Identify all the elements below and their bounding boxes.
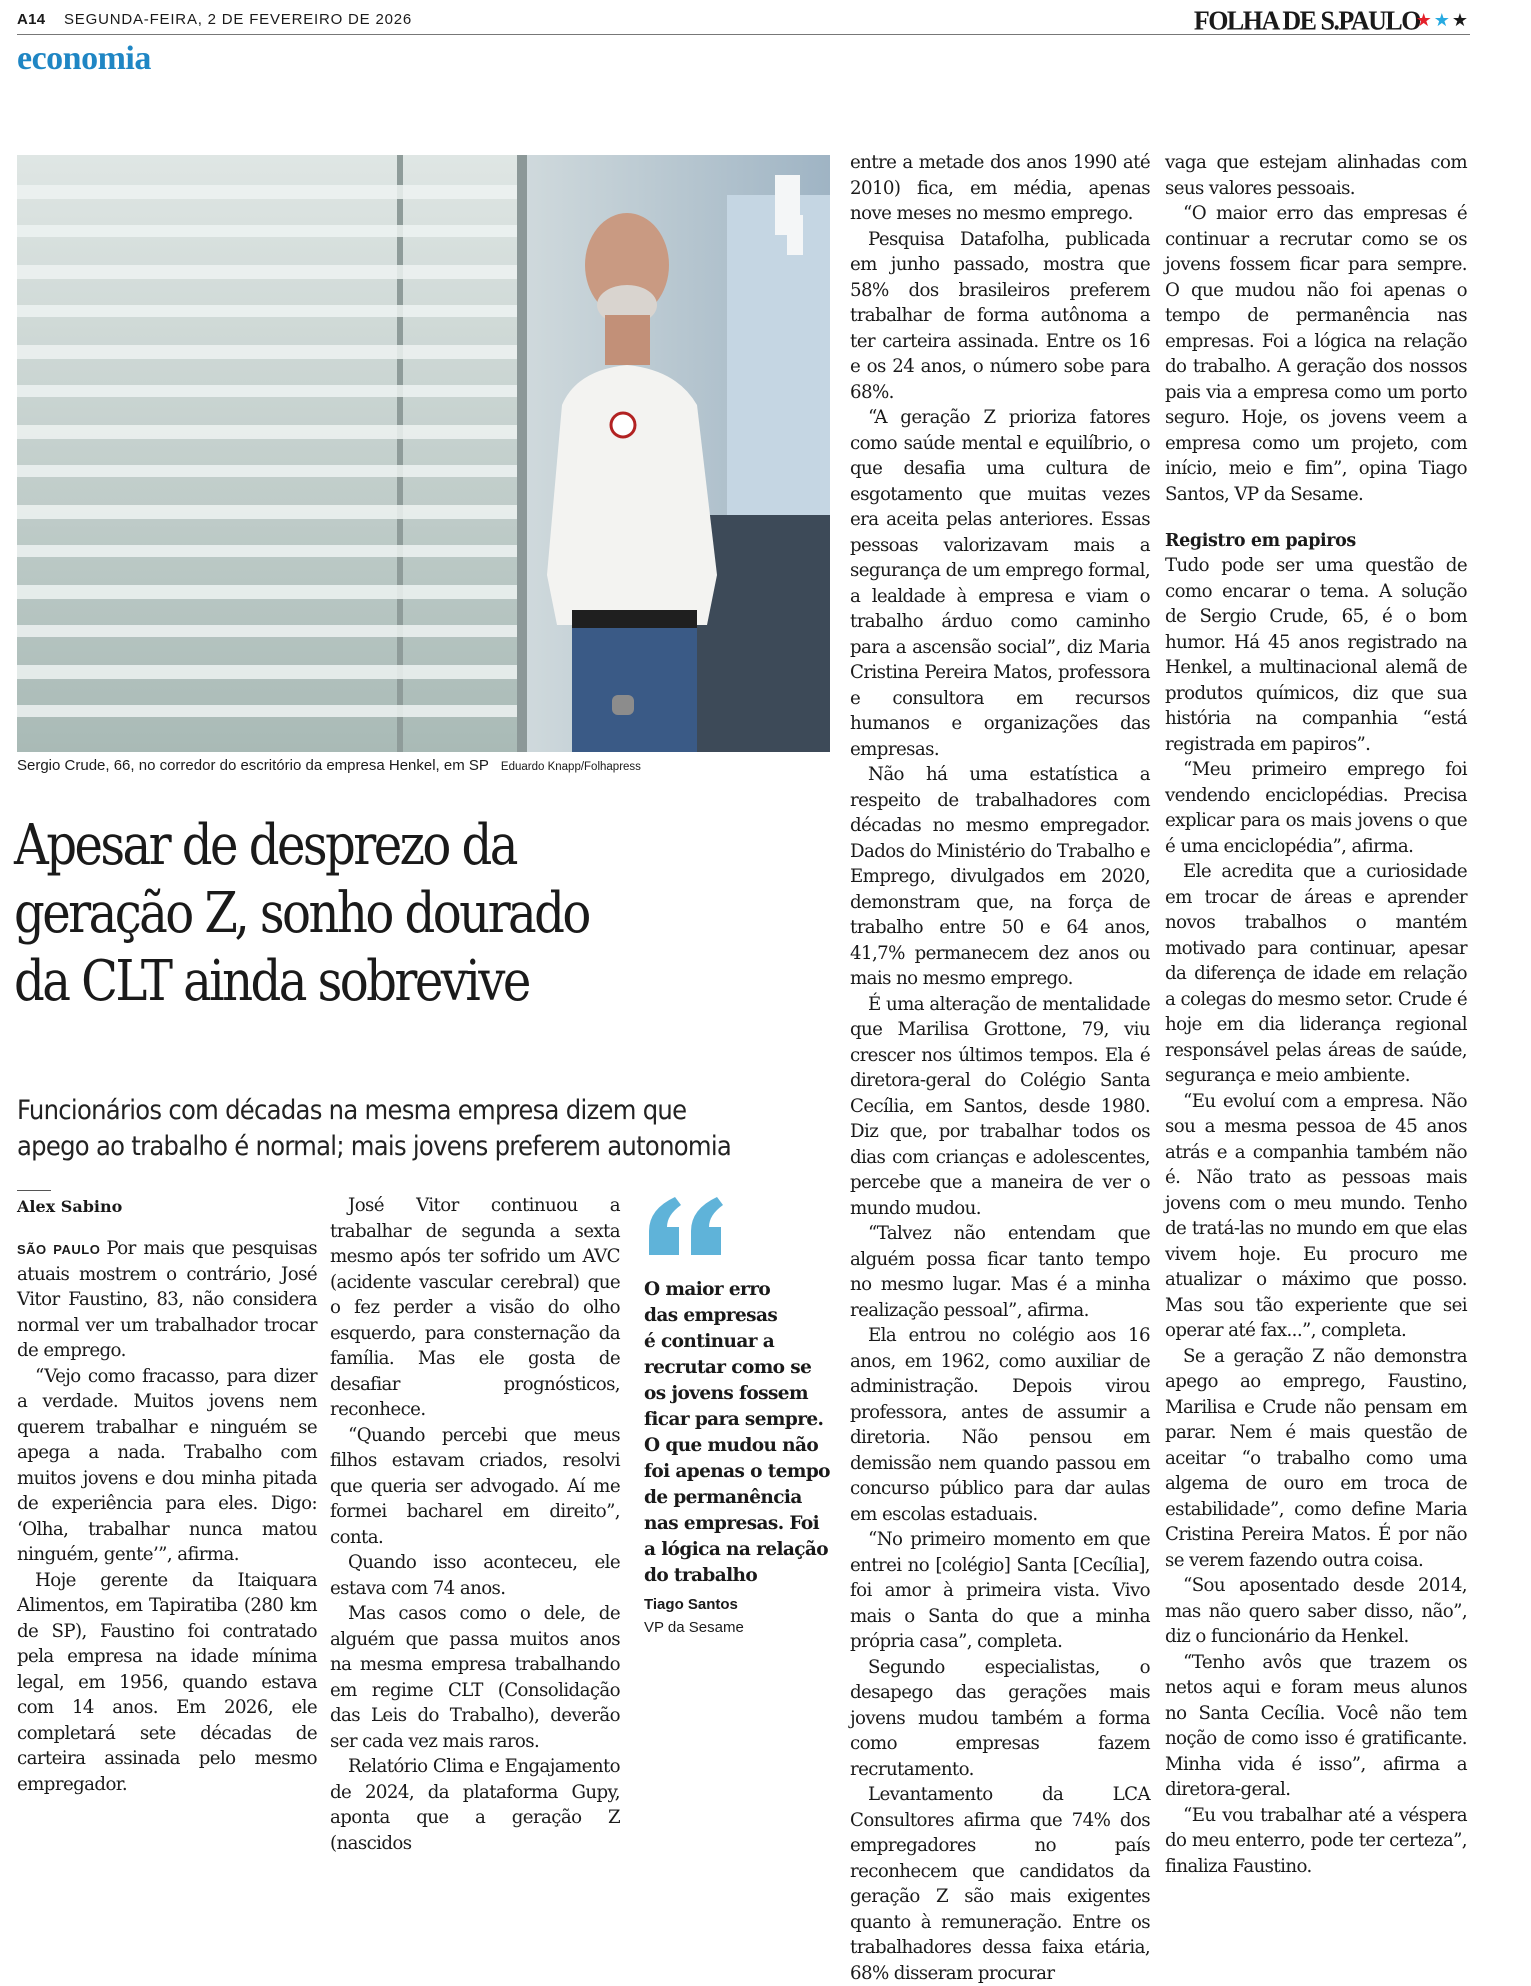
paragraph: vaga que estejam alinhadas com seus valores pessoais. [1165,152,1467,199]
paragraph: SÃO PAULO Por mais que pesquisas atuais mostrem o contrário, José Vitor Faustino, 83, não considera normal ver um trabalhador trocar de emprego. [17,1238,317,1361]
paragraph: Mas casos como o dele, de alguém que passa muitos anos na mesma empresa trabalhando em regime CLT (Consolidação das Leis do Trabalho), deverão ser cada vez mais raros. [330,1603,620,1752]
subheadline-line: apego ao trabalho é normal; mais jovens preferem autonomia [17,1131,732,1162]
pull-quote-role: VP da Sesame [644,1619,744,1636]
paragraph: “Sou aposentado desde 2014, mas não quero saber disso, não”, diz o funcionário da Henkel. [1165,1575,1467,1647]
star-icon: ★ [1433,10,1452,30]
article-column-3 [850,150,1150,1986]
subheadline-line: Funcionários com décadas na mesma empresa dizem que [17,1095,687,1126]
pull-quote-text: O maior erro das empresas é continuar a recrutar como se os jovens fossem ficar para sempre. O que mudou não foi apenas o tempo de permanência nas empresas. Foi a lógica na relação do trabalho [644,1279,830,1586]
paragraph: Ele acredita que a curiosidade em trocar de áreas e aprender novos trabalhos o mantém motivado para continuar, apesar da diferença de idade em relação a colegas do mesmo setor. Crude é hoje em dia liderança regional responsável pelas áreas de saúde, segurança e meio ambiente. [1165,861,1467,1086]
article-photo [17,155,830,752]
paragraph: Hoje gerente da Itaiquara Alimentos, em Tapiratiba (280 km de SP), Faustino foi contratado pela empresa na idade mínima legal, em 1956, quando estava com 14 anos. Em 2026, ele completará sete décadas de carteira assinada pelo mesmo empregador. [17,1569,317,1795]
article-column-4 [1165,150,1467,1879]
masthead-stars [1416,10,1470,31]
paragraph: Pesquisa Datafolha, publicada em junho passado, mostra que 58% dos brasileiros preferem trabalhar de forma autônoma a ter carteira assinada. Entre os 16 e os 24 anos, o número sobe para 68%. [850,228,1150,403]
photo-credit: Eduardo Knapp/Folhapress [500,761,641,773]
paragraph: Levantamento da LCA Consultores afirma que 74% dos empregadores no país reconhecem que candidatos da geração Z são mais exigentes quanto à remuneração. Entre os trabalhadores dessa faixa etária, 68% disseram procurar [850,1784,1150,1984]
paragraph: “Meu primeiro emprego foi vendendo enciclopédias. Precisa explicar para os mais jovens o que é uma enciclopédia”, afirma. [1165,759,1467,857]
page-date: SEGUNDA-FEIRA, 2 DE FEVEREIRO DE 2026 [64,11,413,28]
page-number: A14 [17,11,46,28]
paragraph: Ela entrou no colégio aos 16 anos, em 1962, como auxiliar de administração. Depois virou professora, antes de assumir a diretoria. Não pensou em demissão nem quando passou em concurso público para dar aulas em escolas estaduais. [850,1325,1150,1525]
article-column-1 [17,1236,317,1797]
paragraph: José Vitor continuou a trabalhar de segunda a sexta mesmo após ter sofrido um AVC (acidente vascular cerebral) que o fez perder a visão do olho esquerdo, para consternação da família. Mas ele gosta de desafiar prognósticos, reconhece. [330,1195,620,1420]
paragraph: “Eu evoluí com a empresa. Não sou a mesma pessoa de 45 anos atrás e a companhia também não é. Não trato as pessoas mais jovens com o meu mundo. Tenho de tratá-las no mundo em que elas vivem hoje. Eu procuro me atualizar o máximo que posso. Mas sou tão experiente que sei operar até fax...”, completa. [1165,1090,1467,1341]
paragraph: Tudo pode ser uma questão de como encarar o tema. A solução de Sergio Crude, 65, é o bom humor. Há 45 anos registrado na Henkel, a multinacional alemã de produtos químicos, diz que sua história na companhia “está registrada em papiros”. [1165,555,1467,755]
paragraph: “Tenho avôs que trazem os netos aqui e foram meus alunos no Santa Cecília. Você não tem noção de como isso é gratificante. Minha vida é isso”, afirma a diretora-geral. [1165,1651,1467,1800]
byline: Alex Sabino [17,1197,123,1216]
star-icon: ★ [1415,10,1434,30]
dateline: SÃO PAULO [17,1242,101,1257]
photo-image [17,155,830,752]
paragraph: Se a geração Z não demonstra apego ao emprego, Faustino, Marilisa e Crude não pensam em parar. Nem é mais questão de aceitar “o trabalho como uma algema de ouro em troca de estabilidade”, como define Maria Cristina Pereira Matos. É por não se verem fazendo outra coisa. [1165,1345,1467,1571]
paragraph: É uma alteração de mentalidade que Marilisa Grottone, 79, viu crescer nos últimos tempos. Ela é diretora-geral do Colégio Santa Cecília, em Santos, desde 1980. Diz que, por trabalhar todos os dias com crianças e adolescentes, percebe que a maneira de ver o mundo mudou. [850,993,1150,1219]
paragraph: “No primeiro momento em que entrei no [colégio] Santa [Cecília], foi amor à primeira vista. Vivo mais o Santa do que a minha própria casa”, completa. [850,1529,1150,1652]
article-column-2 [330,1193,620,1856]
caption-text: Sergio Crude, 66, no corredor do escritório da empresa Henkel, em SP [17,757,489,774]
paragraph: “A geração Z prioriza fatores como saúde mental e equilíbrio, o que desafia uma cultura de esgotamento que muitas vezes era aceita pelas anteriores. Essas pessoas valorizavam mais a segurança de um emprego formal, a lealdade à empresa e viam o trabalho árduo como caminho para a ascensão social”, diz Maria Cristina Pereira Matos, professora e consultora em recursos humanos e organizações das empresas. [850,407,1150,760]
section-subtitle: Registro em papiros [1165,531,1356,551]
paragraph: “O maior erro das empresas é continuar a recrutar como se os jovens fossem ficar para sempre. O que mudou não foi apenas o tempo de permanência nas empresas. Foi a lógica na relação do trabalho. A geração dos nossos pais via a empresa como um porto seguro. Hoje, os jovens veem a empresa como um projeto, com início, meio e fim”, opina Tiago Santos, VP da Sesame. [1165,203,1467,505]
byline-divider [17,1190,51,1191]
paragraph: “Eu vou trabalhar até a véspera do meu enterro, pode ter certeza”, finaliza Faustino. [1165,1804,1467,1877]
paragraph: “Quando percebi que meus filhos estavam criados, resolvi que queria ser advogado. Aí me formei bacharel em direito”, conta. [330,1424,620,1548]
subheadline [17,1093,764,1165]
page-header [17,5,1470,36]
paragraph: Quando isso aconteceu, ele estava com 74 anos. [330,1552,620,1599]
paragraph: Relatório Clima e Engajamento de 2024, da plataforma Gupy, aponta que a geração Z (nascidos [330,1756,620,1854]
headline-line: Apesar de desprezo da [14,813,516,878]
masthead-logo: FOLHA DE S.PAULO [1193,5,1420,36]
paragraph: entre a metade dos anos 1990 até 2010) fica, em média, apenas nove meses no mesmo emprego. [850,152,1150,224]
photo-caption [17,757,641,774]
paragraph: “Vejo como fracasso, para dizer a verdade. Muitos jovens nem querem trabalhar e ninguém se apega a nada. Trabalho com muitos jovens e dou minha pitada de experiência para eles. Digo: ‘Olha, trabalhar nunca matou ninguém, gente’”, afirma. [17,1365,317,1565]
paragraph: Segundo especialistas, o desapego das gerações mais jovens mudou também a forma como empresas fazem recrutamento. [850,1656,1150,1780]
quote-mark-icon [645,1195,723,1257]
paragraph: Não há uma estatística a respeito de trabalhadores com décadas no mesmo empregador. Dados do Ministério do Trabalho e Emprego, divulgados em 2020, demonstram que, na força de trabalho entre 50 e 64 anos, 41,7% permanecem dez anos ou mais no mesmo emprego. [850,764,1150,989]
star-icon: ★ [1451,10,1470,30]
pull-quote-author: Tiago Santos [644,1596,738,1613]
headline-line: geração Z, sonho dourado [14,881,589,946]
section-label: economia [17,40,151,77]
paragraph: “Talvez não entendam que alguém possa ficar tanto tempo no mesmo lugar. Mas é a minha realização pessoal”, afirma. [850,1223,1150,1321]
headline-line: da CLT ainda sobrevive [14,949,529,1014]
headline [14,812,719,1016]
